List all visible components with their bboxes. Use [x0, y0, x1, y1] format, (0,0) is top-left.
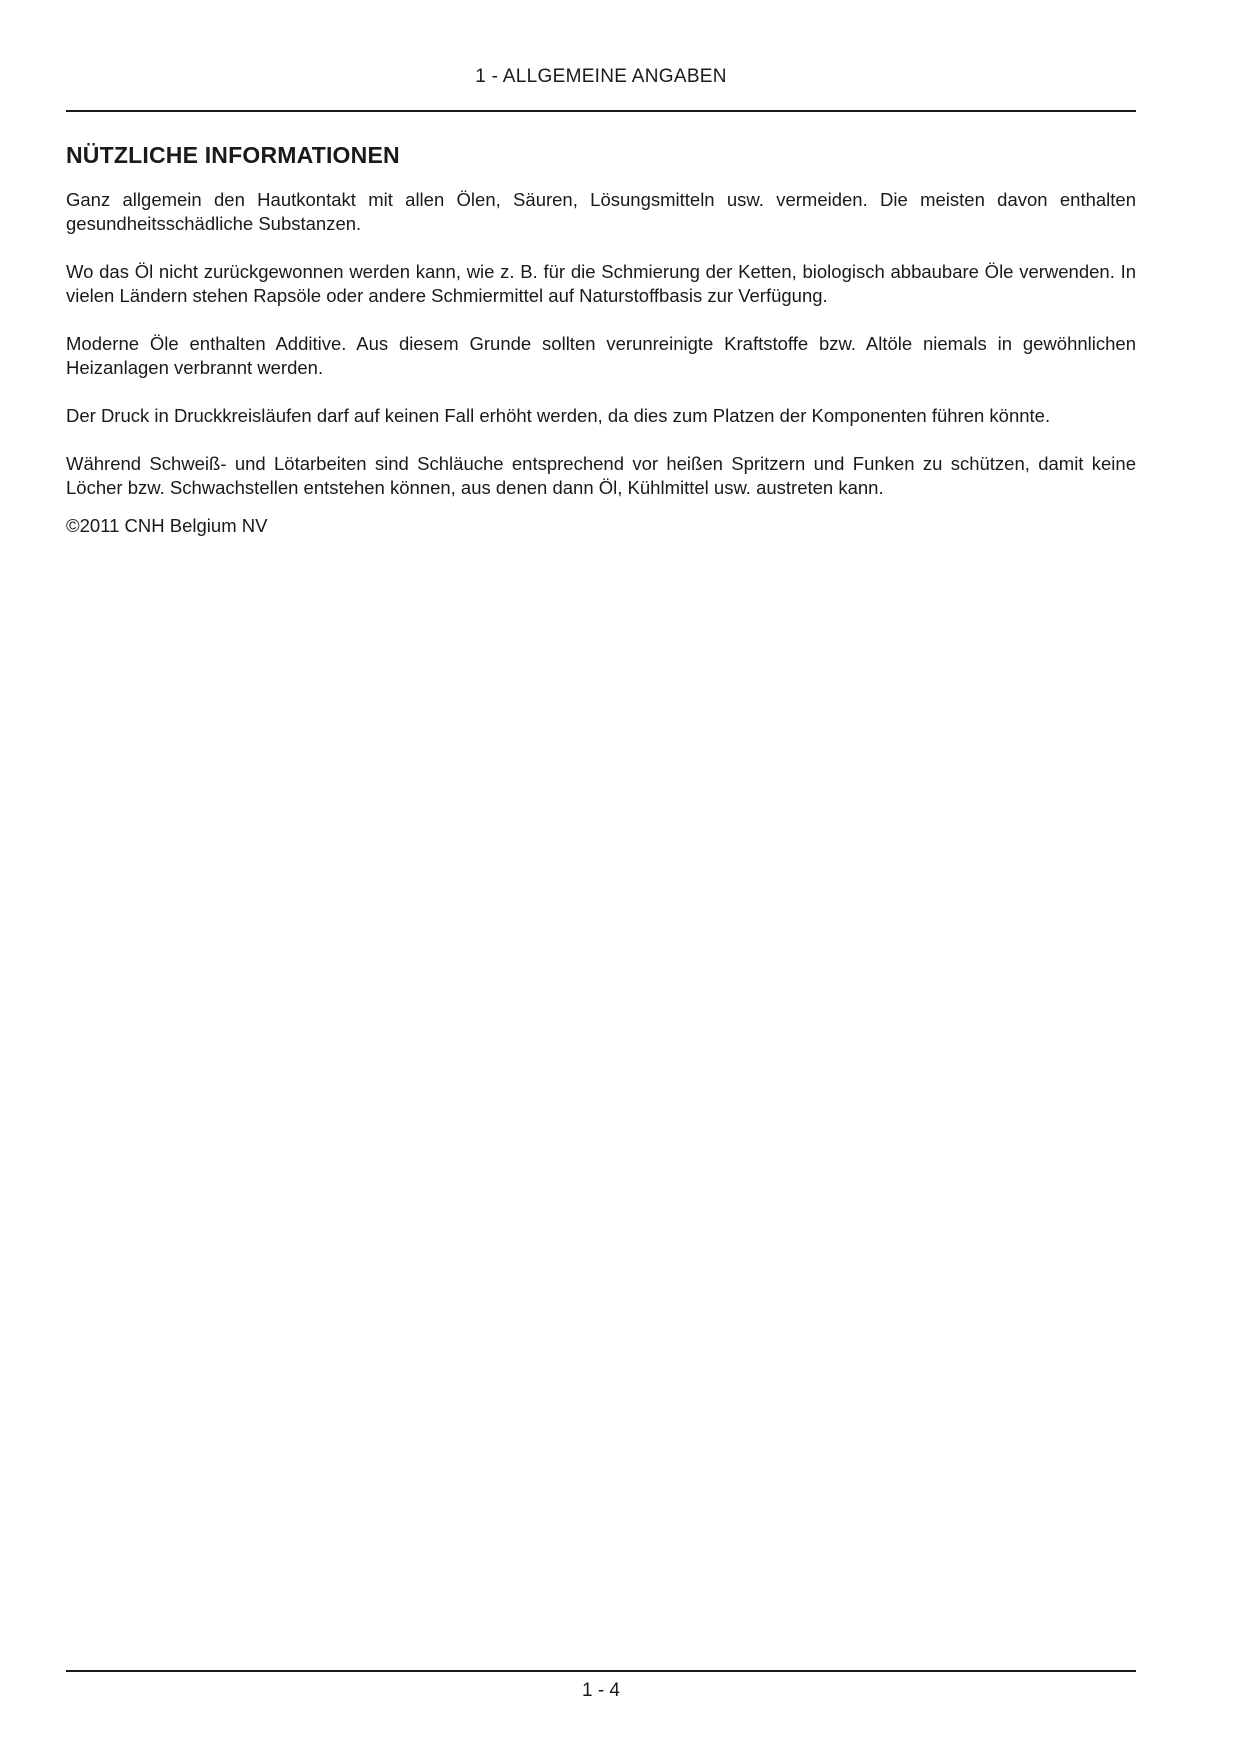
header-divider	[66, 110, 1136, 112]
copyright-notice: ©2011 CNH Belgium NV	[66, 515, 268, 536]
page-number: 1 - 4	[581, 1680, 621, 1701]
section-title: NÜTZLICHE INFORMATIONEN	[66, 142, 400, 168]
paragraph-additives: Moderne Öle enthalten Additive. Aus diesem Grunde sollten verunreinigte Kraftstoffe bzw. Altöle niemals in gewöhnlichen Heizanlagen verbrannt werden.	[66, 333, 1136, 378]
page-header: 1 - ALLGEMEINE ANGABEN	[475, 66, 727, 87]
paragraph-skin-contact: Ganz allgemein den Hautkontakt mit allen Ölen, Säuren, Lösungsmitteln usw. vermeiden. Die meisten davon enthalten gesundheitsschädliche Substanzen.	[66, 189, 1136, 234]
main-content	[66, 142, 1136, 538]
footer-divider	[66, 1670, 1136, 1672]
paragraph-welding: Während Schweiß- und Lötarbeiten sind Schläuche entsprechend vor heißen Spritzern und Funken zu schützen, damit keine Löcher bzw. Schwachstellen entstehen können, aus denen dann Öl, Kühlmittel usw. austreten kann.	[66, 453, 1136, 498]
paragraph-biodegradable-oils: Wo das Öl nicht zurückgewonnen werden kann, wie z. B. für die Schmierung der Ketten, biologisch abbaubare Öle verwenden. In vielen Ländern stehen Rapsöle oder andere Schmiermittel auf Naturstoffbasis zur Verfügung.	[66, 261, 1136, 306]
paragraph-pressure: Der Druck in Druckkreisläufen darf auf keinen Fall erhöht werden, da dies zum Platzen der Komponenten führen könnte.	[66, 405, 1051, 426]
